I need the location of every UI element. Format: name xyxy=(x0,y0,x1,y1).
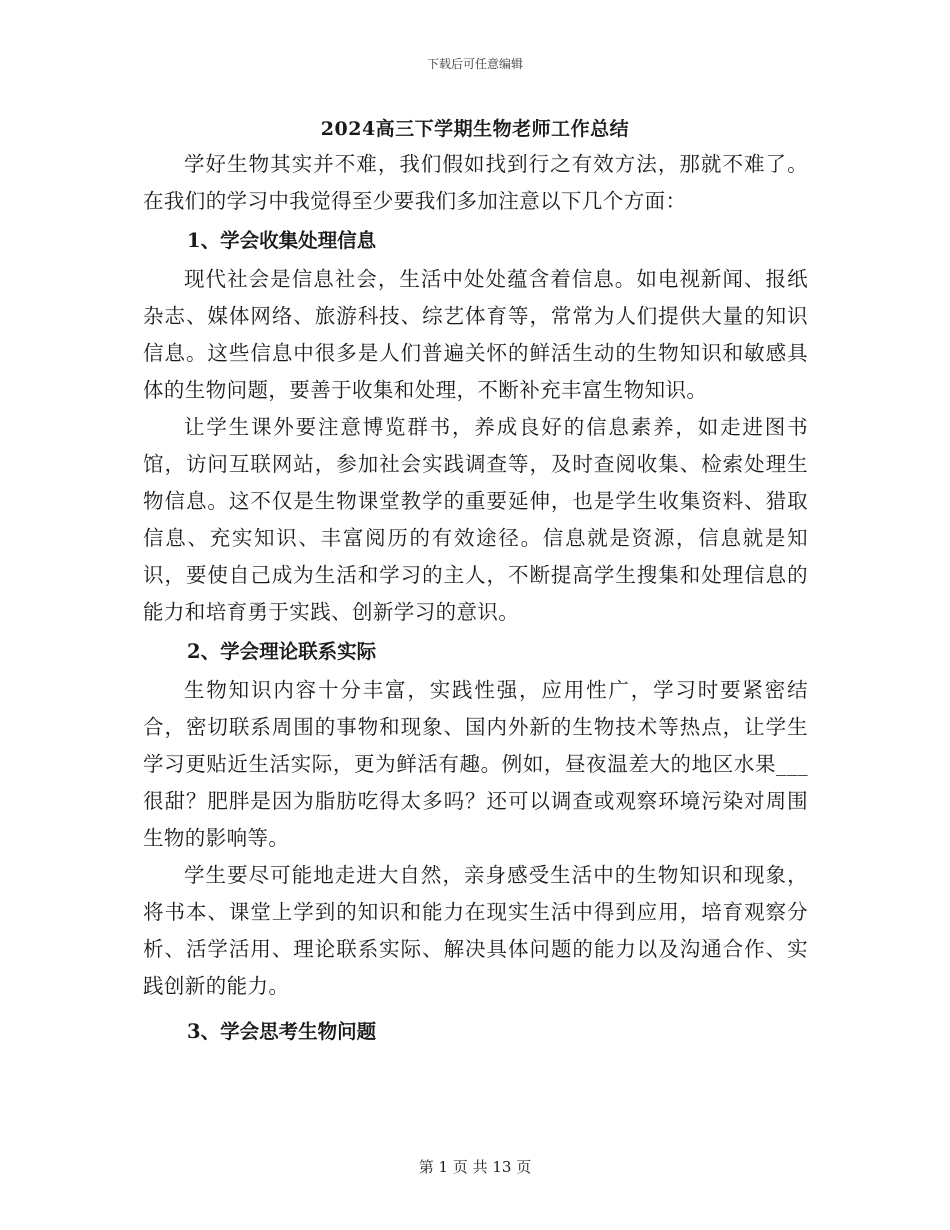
section-1-paragraph-2: 让学生课外要注意博览群书，养成良好的信息素养，如走进图书馆，访问互联网站，参加社会实践调查等，及时查阅收集、检索处理生物信息。这不仅是生物课堂教学的重要延伸，也是学生收集资料、猎取信息、充实知识、丰富阅历的有效途径。信息就是资源，信息就是知识，要使自己成为生活和学习的主人，不断提高学生搜集和处理信息的能力和培育勇于实践、创新学习的意识。 xyxy=(143,415,808,624)
section-2-paragraph-2: 学生要尽可能地走进大自然，亲身感受生活中的生物知识和现象，将书本、课堂上学到的知识和能力在现实生活中得到应用，培育观察分析、活学活用、理论联系实际、解决具体问题的能力以及沟通合作、实践创新的能力。 xyxy=(143,863,808,998)
header-note: 下载后可任意编辑 xyxy=(426,57,523,71)
document-body xyxy=(143,146,808,1052)
intro-paragraph: 学好生物其实并不难，我们假如找到行之有效方法，那就不难了。在我们的学习中我觉得至少要我们多加注意以下几个方面： xyxy=(143,152,808,213)
section-heading-2: 2、学会理论联系实际 xyxy=(187,640,377,663)
section-heading-3: 3、学会思考生物问题 xyxy=(187,1020,377,1043)
section-2-paragraph-1: 生物知识内容十分丰富，实践性强，应用性广，学习时要紧密结合，密切联系周围的事物和现象、国内外新的生物技术等热点，让学生学习更贴近生活实际，更为鲜活有趣。例如，昼夜温差大的地区水果___很甜？肥胖是因为脂肪吃得太多吗？还可以调查或观察环境污染对周围生物的影响等。 xyxy=(143,678,808,850)
section-1-paragraph-1: 现代社会是信息社会，生活中处处蕴含着信息。如电视新闻、报纸杂志、媒体网络、旅游科技、综艺体育等，常常为人们提供大量的知识信息。这些信息中很多是人们普遍关怀的鲜活生动的生物知识和敏感具体的生物问题，要善于收集和处理，不断补充丰富生物知识。 xyxy=(143,267,808,402)
page-footer: 第 1 页 共 13 页 xyxy=(418,1158,532,1176)
section-heading-1: 1、学会收集处理信息 xyxy=(187,229,377,252)
document-title: 2024高三下学期生物老师工作总结 xyxy=(320,118,630,140)
